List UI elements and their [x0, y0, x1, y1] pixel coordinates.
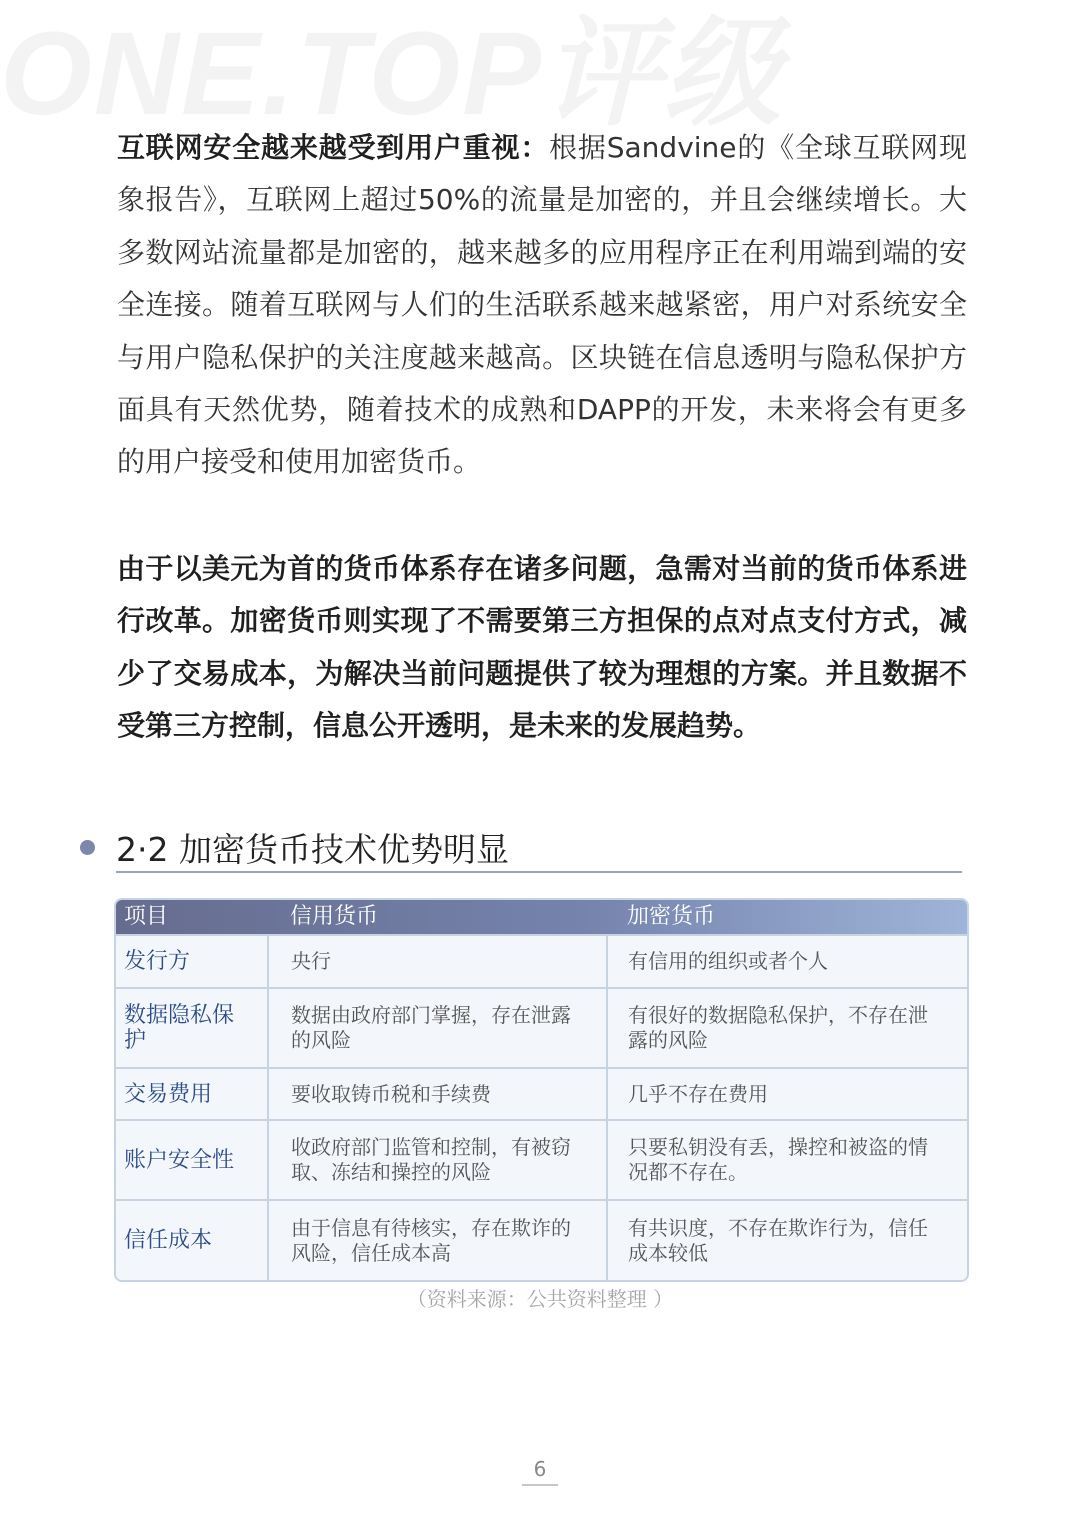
- watermark-logo: ONE.TOP评级: [0, 8, 783, 140]
- header-crypto-currency: 加密货币: [627, 904, 716, 929]
- crypto-cell: 有共识度，不存在欺诈行为，信任成本较低: [607, 1200, 967, 1280]
- row-label: 账户安全性: [116, 1120, 268, 1200]
- bullet-dot-icon: [80, 840, 95, 855]
- paragraph-body: 根据Sandvine的《全球互联网现象报告》，互联网上超过50%的流量是加密的，并且会继续增长。大多数网站流量都是加密的，越来越多的应用程序正在利用端到端的安全连接。随着互联网与人们的生活联系越来越紧密，用户对系统安全与用户隐私保护的关注度越来越高。区块链在信息透明与隐私保护方面具有天然优势，随着技术的成熟和DAPP的开发，未来将会有更多的用户接受和使用加密货币。: [117, 131, 967, 479]
- row-label: 数据隐私保护: [116, 988, 268, 1068]
- crypto-cell: 有信用的组织或者个人: [607, 935, 967, 988]
- table-row: [116, 988, 967, 1068]
- paragraph-currency-reform: 由于以美元为首的货币体系存在诸多问题，急需对当前的货币体系进行改革。加密货币则实现了不需要第三方担保的点对点支付方式，减少了交易成本，为解决当前问题提供了较为理想的方案。并且数据不受第三方控制，信息公开透明，是未来的发展趋势。: [117, 552, 967, 743]
- credit-cell: 数据由政府部门掌握，存在泄露的风险: [268, 988, 607, 1068]
- section-underline: [116, 871, 962, 873]
- page-number: 6: [533, 1457, 547, 1481]
- source-note: （资料来源：公共资料整理 ）: [406, 1287, 674, 1311]
- row-label: 发行方: [116, 935, 268, 988]
- row-label: 交易费用: [116, 1068, 268, 1120]
- credit-cell: 由于信息有待核实，存在欺诈的风险，信任成本高: [268, 1200, 607, 1280]
- page-number-underline: [522, 1484, 558, 1486]
- section-heading: [80, 822, 962, 872]
- crypto-cell: 只要私钥没有丢，操控和被盗的情况都不存在。: [607, 1120, 967, 1200]
- header-item: 项目: [124, 904, 169, 929]
- paragraph-internet-security: [117, 122, 967, 489]
- row-label: 信任成本: [116, 1200, 268, 1280]
- table-row: [116, 1120, 967, 1200]
- table-header-row: [116, 900, 967, 935]
- credit-cell: 央行: [268, 935, 607, 988]
- crypto-cell: 有很好的数据隐私保护，不存在泄露的风险: [607, 988, 967, 1068]
- table-row: [116, 1068, 967, 1120]
- table-row: [116, 1200, 967, 1280]
- crypto-cell: 几乎不存在费用: [607, 1068, 967, 1120]
- header-credit-currency: 信用货币: [290, 904, 379, 929]
- comparison-table: [114, 898, 969, 1282]
- paragraph-lead: 互联网安全越来越受到用户重视：: [117, 131, 550, 164]
- section-title: 2·2 加密货币技术优势明显: [116, 830, 509, 869]
- credit-cell: 收政府部门监管和控制，有被窃取、冻结和操控的风险: [268, 1120, 607, 1200]
- table-row: [116, 935, 967, 988]
- credit-cell: 要收取铸币税和手续费: [268, 1068, 607, 1120]
